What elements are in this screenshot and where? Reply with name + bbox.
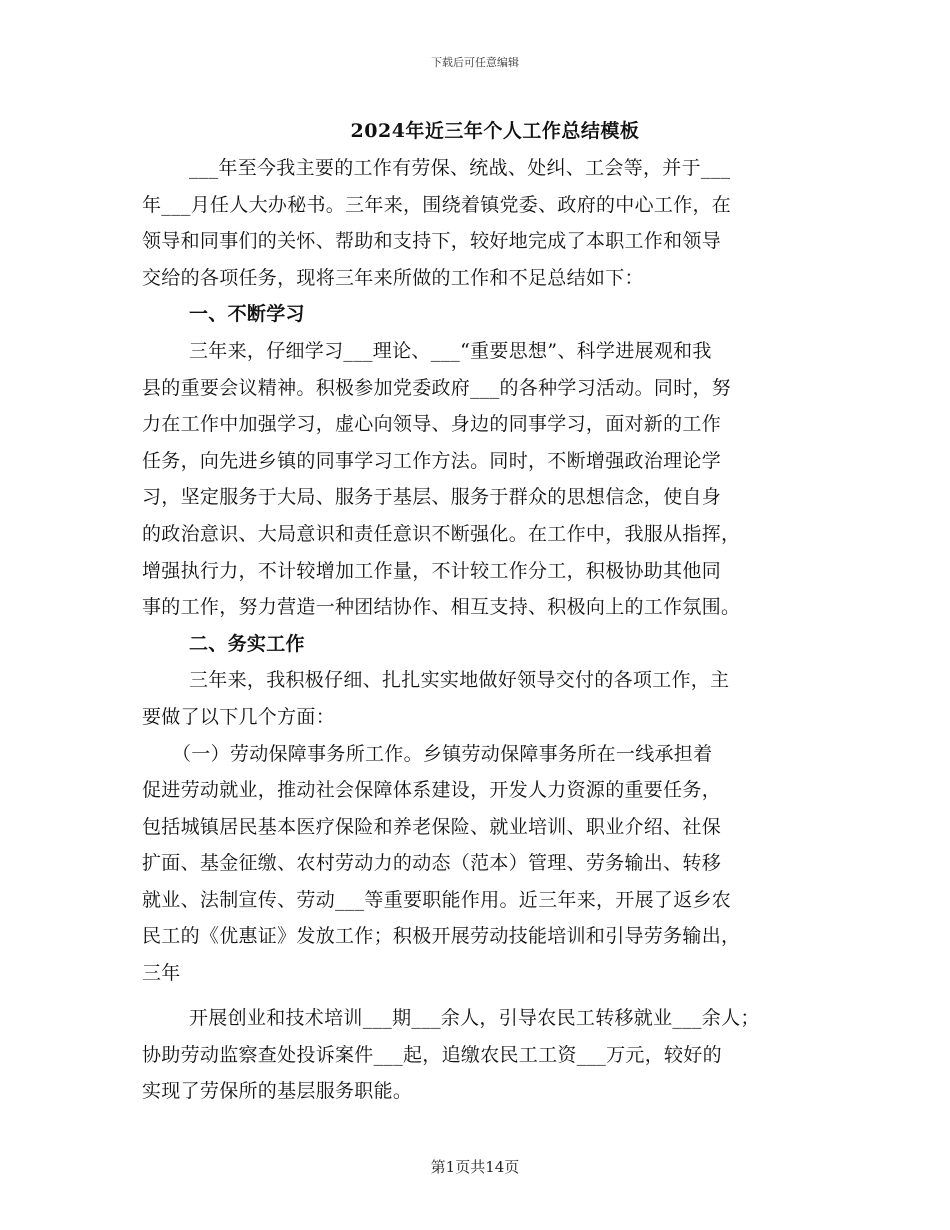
paragraph-line: 三年来，我积极仔细、扎扎实实地做好领导交付的各项工作，主 — [189, 669, 730, 692]
paragraph-line: 协助劳动监察查处投诉案件___起，追缴农民工工资___万元，较好的 — [142, 1043, 722, 1066]
paragraph-line: 实现了劳保所的基层服务职能。 — [142, 1080, 413, 1103]
paragraph-line: 三年来，仔细学习___理论、___“重要思想”、科学进展观和我 — [189, 339, 712, 362]
paragraph-line: 增强执行力，不计较增加工作量，不计较工作分工，积极协助其他同 — [142, 559, 722, 582]
paragraph-line: 年___月任人大办秘书。三年来，围绕着镇党委、政府的中心工作，在 — [142, 193, 732, 216]
header-note: 下载后可任意编辑 — [431, 56, 519, 69]
paragraph-line: 交给的各项任务，现将三年来所做的工作和不足总结如下： — [142, 266, 644, 289]
paragraph-line: 县的重要会议精神。积极参加党委政府___的各种学习活动。同时，努 — [142, 376, 732, 399]
section-heading-1: 一、不断学习 — [189, 303, 305, 326]
paragraph-line: 三年 — [142, 962, 181, 985]
page-number-footer: 第1页共14页 — [430, 1158, 520, 1176]
document-body — [142, 150, 807, 992]
paragraph-line: 任务，向先进乡镇的同事学习工作方法。同时，不断增强政治理论学 — [142, 449, 722, 472]
paragraph-line: 民工的《优惠证》发放工作；积极开展劳动技能培训和引导劳务输出， — [142, 925, 741, 948]
paragraph-line: 事的工作，努力营造一种团结协作、相互支持、积极向上的工作氛围。 — [142, 596, 741, 619]
paragraph-line: ___年至今我主要的工作有劳保、统战、处纠、工会等，并于___ — [189, 157, 731, 179]
paragraph-line: 促进劳动就业，推动社会保障体系建设，开发人力资源的重要任务， — [142, 779, 722, 802]
document-body-continued — [142, 1000, 807, 1110]
paragraph-line: 开展创业和技术培训___期___余人，引导农民工转移就业___余人； — [189, 1007, 760, 1029]
paragraph-line: 就业、法制宣传、劳动___等重要职能作用。近三年来，开展了返乡农 — [142, 888, 732, 911]
paragraph-line: 习，坚定服务于大局、服务于基层、服务于群众的思想信念，使自身 — [142, 486, 722, 509]
paragraph-line: 领导和同事们的关怀、帮助和支持下，较好地完成了本职工作和领导 — [142, 230, 722, 253]
subsection-line: （一）劳动保障事务所工作。乡镇劳动保障事务所在一线承担着 — [172, 742, 713, 765]
paragraph-line: 扩面、基金征缴、农村劳动力的动态（范本）管理、劳务输出、转移 — [142, 852, 722, 875]
paragraph-line: 的政治意识、大局意识和责任意识不断强化。在工作中，我服从指挥， — [142, 522, 741, 545]
section-heading-2: 二、务实工作 — [189, 632, 305, 655]
document-title: 2024年近三年个人工作总结模板 — [350, 120, 640, 142]
paragraph-line: 要做了以下几个方面： — [142, 705, 336, 728]
paragraph-line: 包括城镇居民基本医疗保险和养老保险、就业培训、职业介绍、社保 — [142, 815, 722, 838]
paragraph-line: 力在工作中加强学习，虚心向领导、身边的同事学习，面对新的工作 — [142, 413, 722, 436]
